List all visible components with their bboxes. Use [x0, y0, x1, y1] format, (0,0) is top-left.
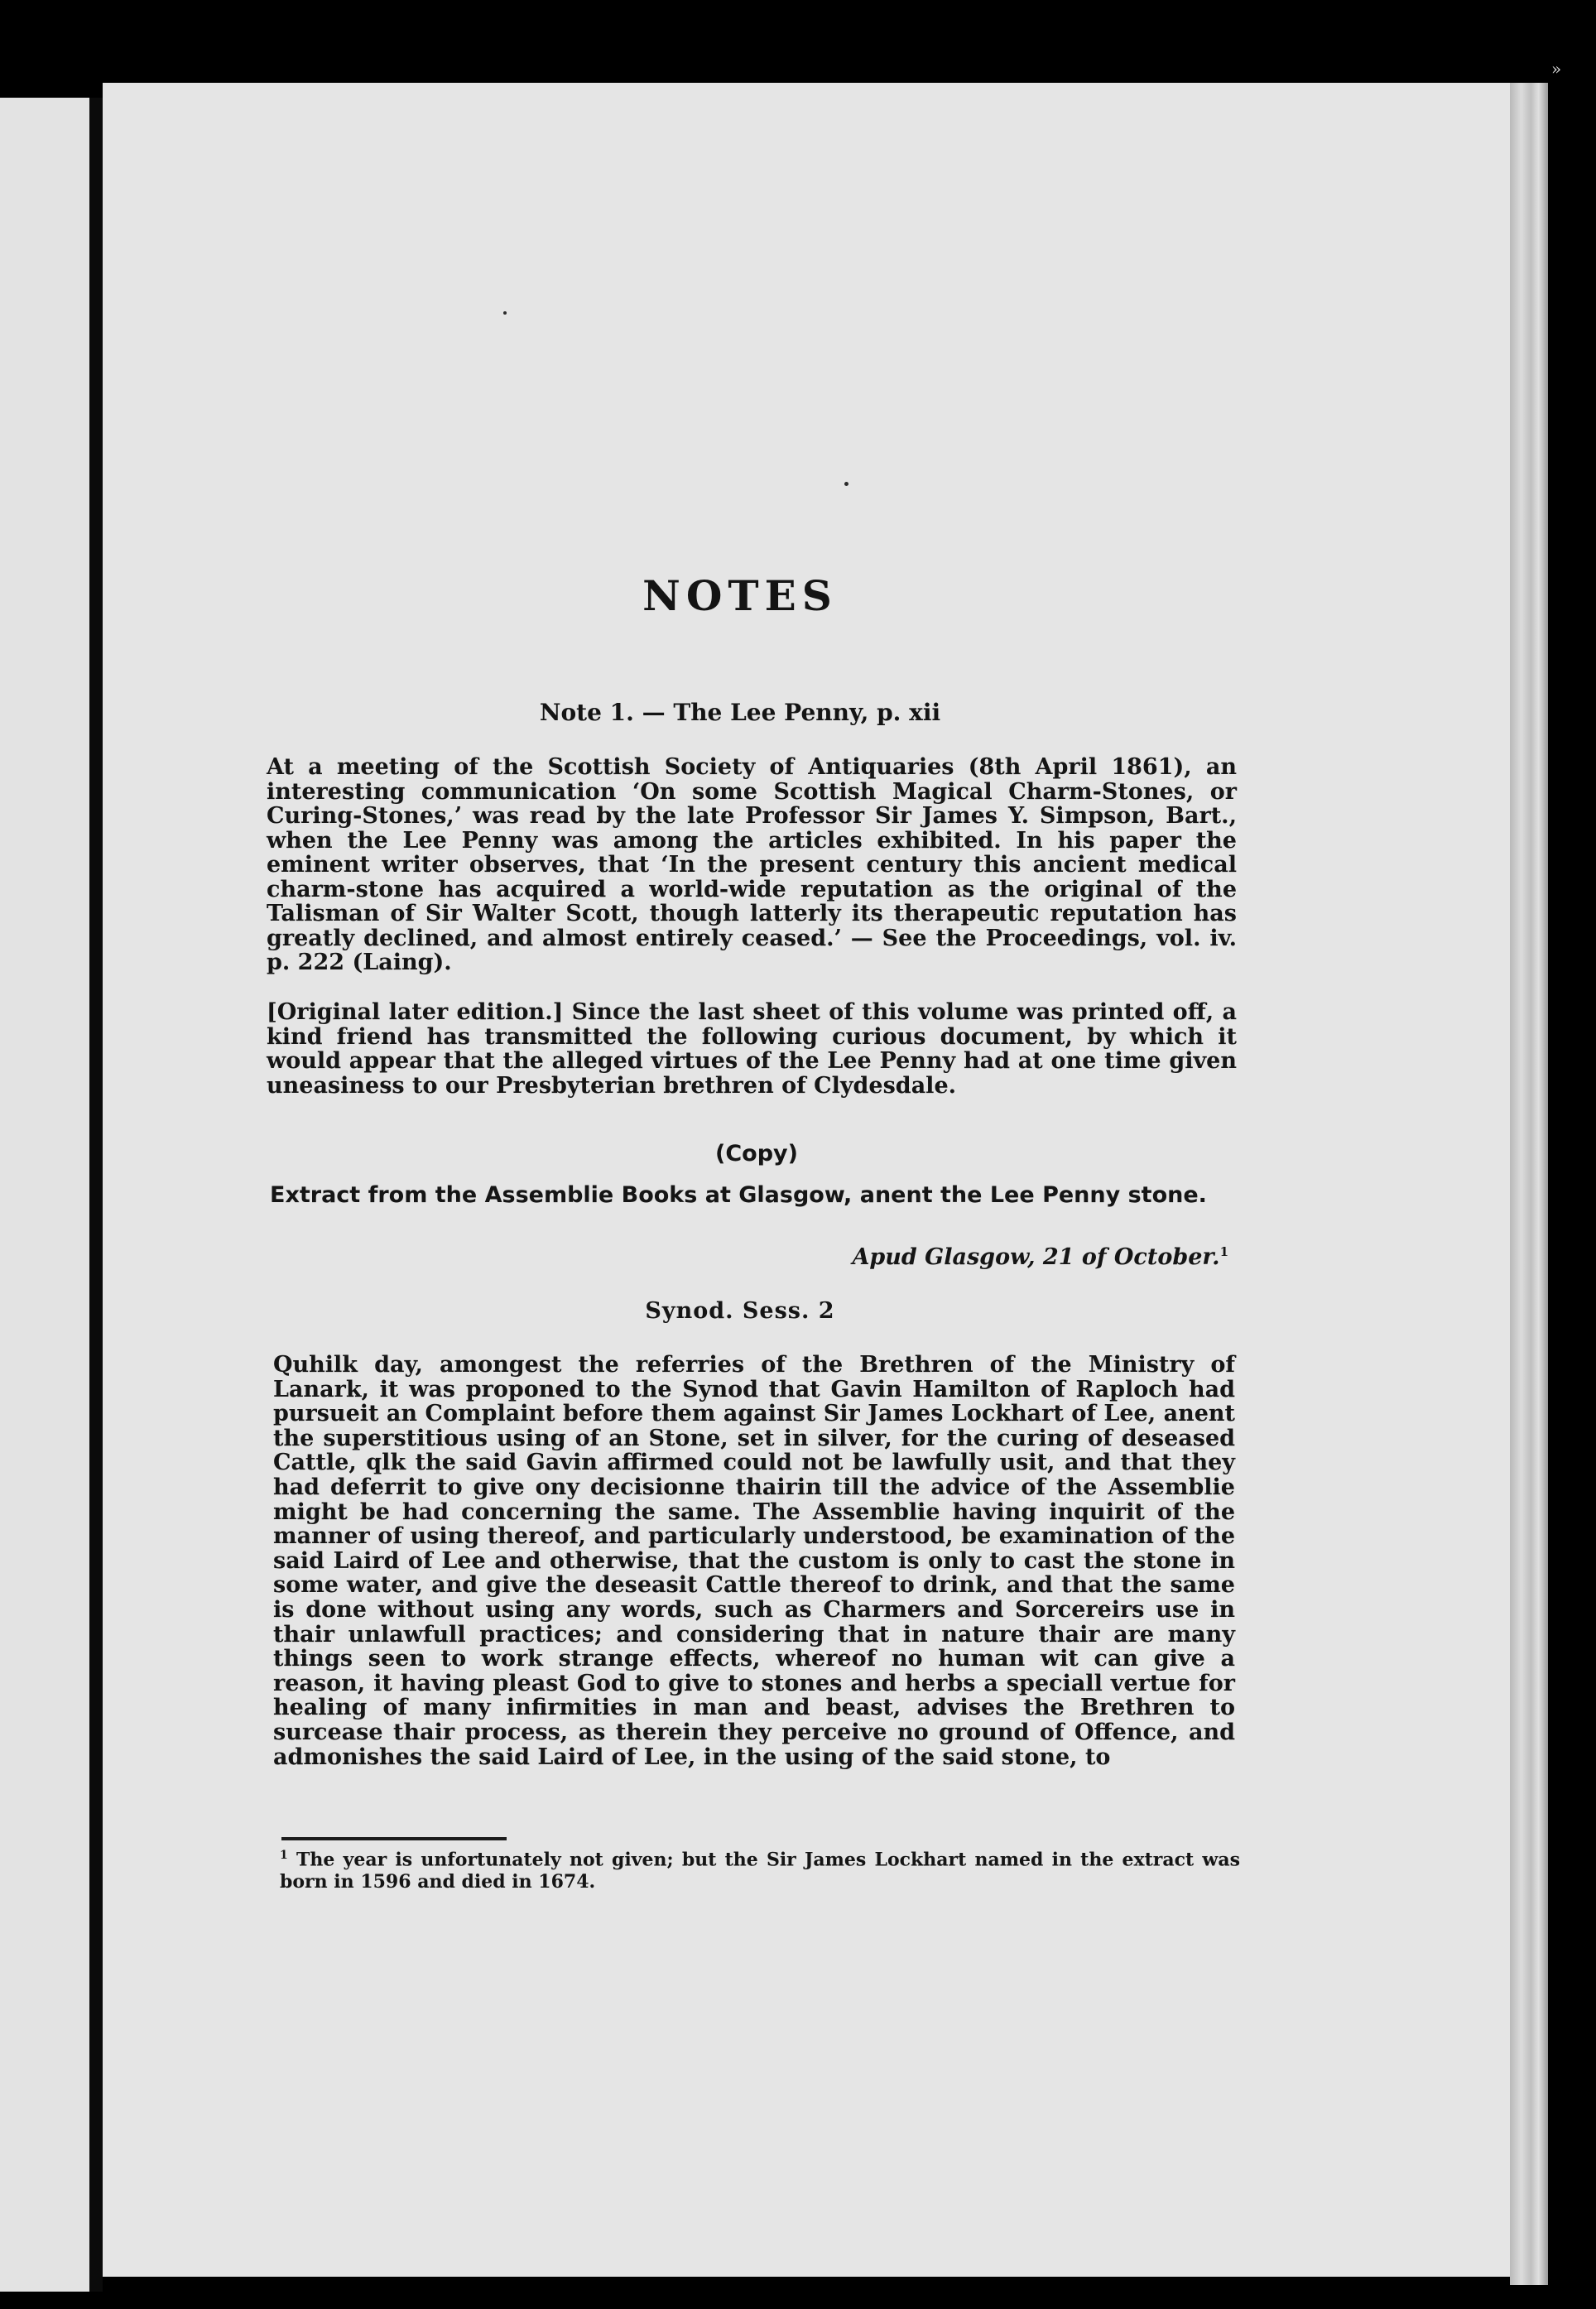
footnote-divider — [281, 1837, 507, 1840]
paragraph-later-edition: [Original later edition.] Since the last sheet of this volume was printed off, a kind friend has transmitted the following curious document, by which it would appear that the alleged virtues of the Lee Penny had at one time given uneasiness to our Presbyterian brethren of Clydesdale. — [267, 999, 1237, 1099]
paragraph-lee-penny-intro: At a meeting of the Scottish Society of Antiquaries (8th April 1861), an interesting communication ‘On some Scottish Magical Charm-Stones, or Curing-Stones,’ was read by the late Professor Sir James Y. Simpson, Bart., when the Lee Penny was among the articles exhibited. In his paper the eminent writer observes, that ‘In the present century this ancient medical charm-stone has acquired a world-wide reputation as the original of the Talisman of Sir Walter Scott, though latterly its therapeutic reputation has greatly declined, and almost entirely ceased.’ — See the Proceedings, vol. iv. p. 222 (Laing). — [267, 754, 1237, 975]
note-heading: Note 1. — The Lee Penny, p. xii — [539, 699, 941, 726]
apud-text: Apud Glasgow, 21 of October. — [852, 1244, 1220, 1270]
scan-speck — [503, 311, 507, 315]
footnote-text: The year is unfortunately not given; but the Sir James Lockhart named in the extract was born in 1596 and died in 1674. — [280, 1849, 1240, 1893]
page-edge-mark: » — [1551, 59, 1562, 79]
copy-label: (Copy) — [715, 1141, 798, 1167]
page-title: NOTES — [642, 571, 838, 620]
footnote-reference: 1 — [1219, 1244, 1228, 1259]
page-edge-stack — [1510, 83, 1548, 2285]
synod-session-heading: Synod. Sess. 2 — [645, 1298, 835, 1324]
facing-page-sliver — [0, 98, 89, 2292]
footnote-number: 1 — [280, 1849, 288, 1862]
apud-glasgow-line — [270, 1244, 1228, 1270]
extract-heading: Extract from the Assemblie Books at Glasgow, anent the Lee Penny stone. — [270, 1182, 1207, 1208]
book-page — [103, 83, 1510, 2277]
book-gutter — [89, 98, 103, 2292]
footnote — [280, 1845, 1240, 1893]
paragraph-synod-extract: Quhilk day, amongest the referries of the Brethren of the Ministry of Lanark, it was proponed to the Synod that Gavin Hamilton of Raploch had pursueit an Complaint before them against Sir James Lockhart of Lee, anent the superstitious using of an Stone, set in silver, for the curing of deseased Cattle, qlk the said Gavin affirmed could not be lawfully usit, and that they had deferrit to give ony decisionne thairin till the advice of the Assemblie might be had concerning the same. The Assemblie having inquirit of the manner of using thereof, and particularly understood, be examination of the said Laird of Lee and otherwise, that the custom is only to cast the stone in some water, and give the deseasit Cattle thereof to drink, and that the same is done without using any words, such as Charmers and Sorcereirs use in thair unlawfull practices; and considering that in nature thair are many things seen to work strange effects, whereof no human wit can give a reason, it having pleast God to give to stones and herbs a speciall vertue for healing of many infirmities in man and beast, advises the Brethren to surcease thair process, as therein they perceive no ground of Offence, and admonishes the said Laird of Lee, in the using of the said stone, to — [273, 1352, 1235, 1770]
scan-speck — [844, 482, 848, 486]
